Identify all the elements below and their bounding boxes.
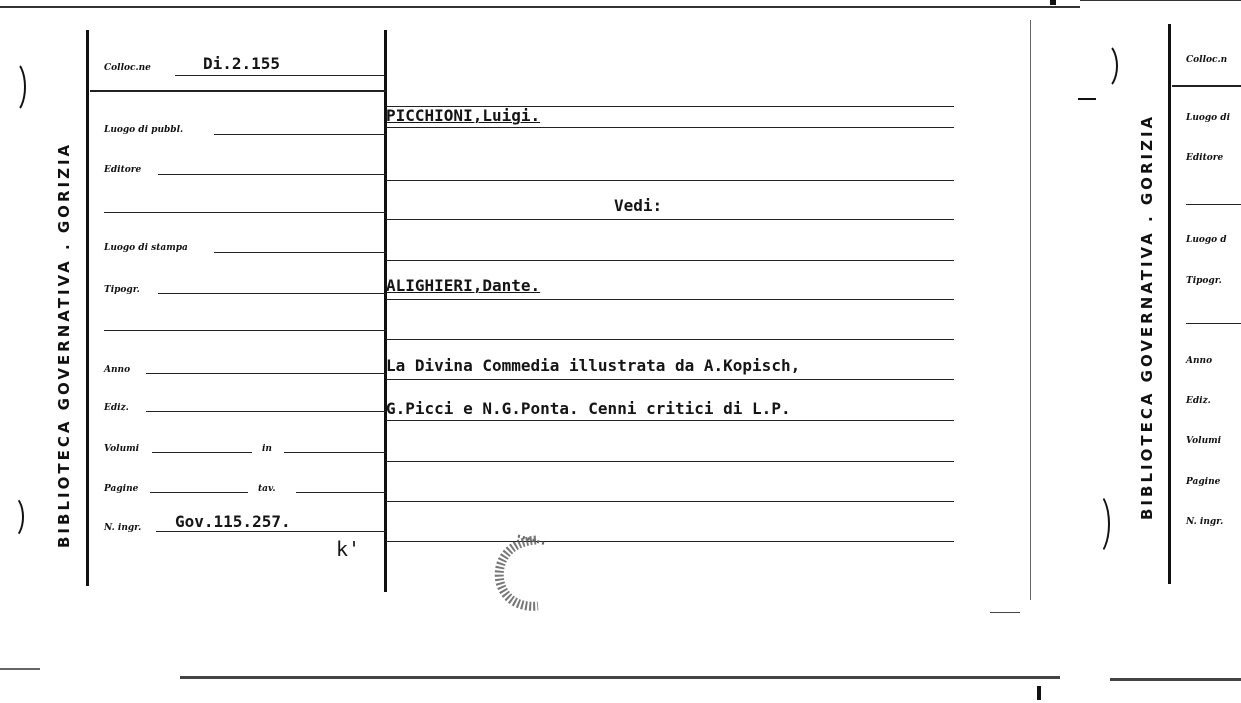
handwritten-mark: k' <box>336 537 361 561</box>
next-label-volumi: Volumi <box>1186 436 1222 446</box>
label-ediz: Ediz. <box>104 403 129 413</box>
next-line-blank <box>1186 204 1241 205</box>
punch-dash <box>1078 98 1096 100</box>
scan-mark-top <box>1050 0 1056 5</box>
heading-author: PICCHIONI,Luigi. <box>386 106 541 125</box>
next-label-luogo-pubbl: Luogo di <box>1186 113 1231 123</box>
label-tav: tav. <box>258 484 276 494</box>
line-luogo-stampa <box>214 252 386 253</box>
next-label-tipogr: Tipogr. <box>1186 276 1222 286</box>
top-edge <box>0 6 1080 8</box>
label-n-ingr: N. ingr. <box>104 523 142 533</box>
label-luogo-stampa: Luogo di stampa <box>104 243 188 253</box>
scan-mark <box>1037 686 1041 700</box>
punch-mark-right-bottom <box>1082 492 1110 556</box>
bottom-edge <box>180 676 1060 679</box>
title-line-2: G.Picci e N.G.Ponta. Cenni critici di L.P. <box>386 399 791 418</box>
punch-mark-left-top <box>0 60 26 114</box>
line-anno <box>146 373 386 374</box>
punch-mark-left-bottom <box>0 495 24 539</box>
left-border <box>86 30 89 586</box>
bottom-edge-right <box>1110 678 1241 681</box>
library-stamp <box>488 532 558 614</box>
body-rule <box>386 127 954 128</box>
line-tipogr <box>158 293 386 294</box>
body-rule <box>386 339 954 340</box>
bottom-edge-left <box>0 668 40 670</box>
next-label-luogo-stampa: Luogo d <box>1186 235 1227 245</box>
card-right-edge <box>1030 20 1031 600</box>
body-rule <box>386 180 954 181</box>
title-line-1: La Divina Commedia illustrata da A.Kopisch, <box>386 356 801 375</box>
body-rule <box>386 501 954 502</box>
body-rule <box>386 420 954 421</box>
top-edge-right <box>1080 0 1241 1</box>
label-tipogr: Tipogr. <box>104 285 140 295</box>
line-collocazione <box>175 75 385 76</box>
next-label-anno: Anno <box>1186 356 1213 366</box>
punch-mark-right-top <box>1090 42 1118 90</box>
next-line-blank-2 <box>1186 323 1241 324</box>
body-rule <box>386 299 954 300</box>
label-volumi: Volumi <box>104 444 140 454</box>
line-ediz <box>146 411 386 412</box>
next-label-ediz: Ediz. <box>1186 396 1211 406</box>
line-editore <box>158 174 386 175</box>
value-collocazione: Di.2.155 <box>203 54 281 73</box>
line-pagine <box>150 492 248 493</box>
body-rule <box>386 541 954 542</box>
line-luogo-pubbl <box>214 134 386 135</box>
label-luogo-pubbl: Luogo di pubbl. <box>104 125 184 135</box>
body-rule <box>386 219 954 220</box>
see-reference-author: ALIGHIERI,Dante. <box>386 276 541 295</box>
card-corner <box>990 612 1020 613</box>
next-label-editore: Editore <box>1186 153 1224 163</box>
line-n-ingr <box>156 531 386 532</box>
line-in <box>284 452 386 453</box>
line-blank-1 <box>104 212 386 213</box>
body-rule <box>386 260 954 261</box>
next-label-n-ingr: N. ingr. <box>1186 517 1224 527</box>
label-editore: Editore <box>104 165 142 175</box>
header-rule <box>90 90 386 92</box>
line-volumi <box>152 452 252 453</box>
body-rule <box>386 379 954 380</box>
line-blank-2 <box>104 330 386 331</box>
next-label-pagine: Pagine <box>1186 477 1221 487</box>
label-anno: Anno <box>104 365 131 375</box>
label-in: in <box>262 444 272 454</box>
value-n-ingr: Gov.115.257. <box>175 512 291 531</box>
see-reference-label: Vedi: <box>614 196 663 215</box>
next-card-side-title: BIBLIOTECA GOVERNATIVA . GORIZIA <box>1138 113 1156 520</box>
next-card-left-border <box>1168 24 1171 584</box>
label-pagine: Pagine <box>104 484 139 494</box>
next-header-rule <box>1172 85 1241 87</box>
line-tav <box>296 492 386 493</box>
next-label-collocazione: Colloc.n <box>1186 55 1228 65</box>
label-collocazione: Colloc.ne <box>104 63 151 73</box>
library-side-title: BIBLIOTECA GOVERNATIVA . GORIZIA <box>55 141 73 548</box>
body-rule <box>386 461 954 462</box>
